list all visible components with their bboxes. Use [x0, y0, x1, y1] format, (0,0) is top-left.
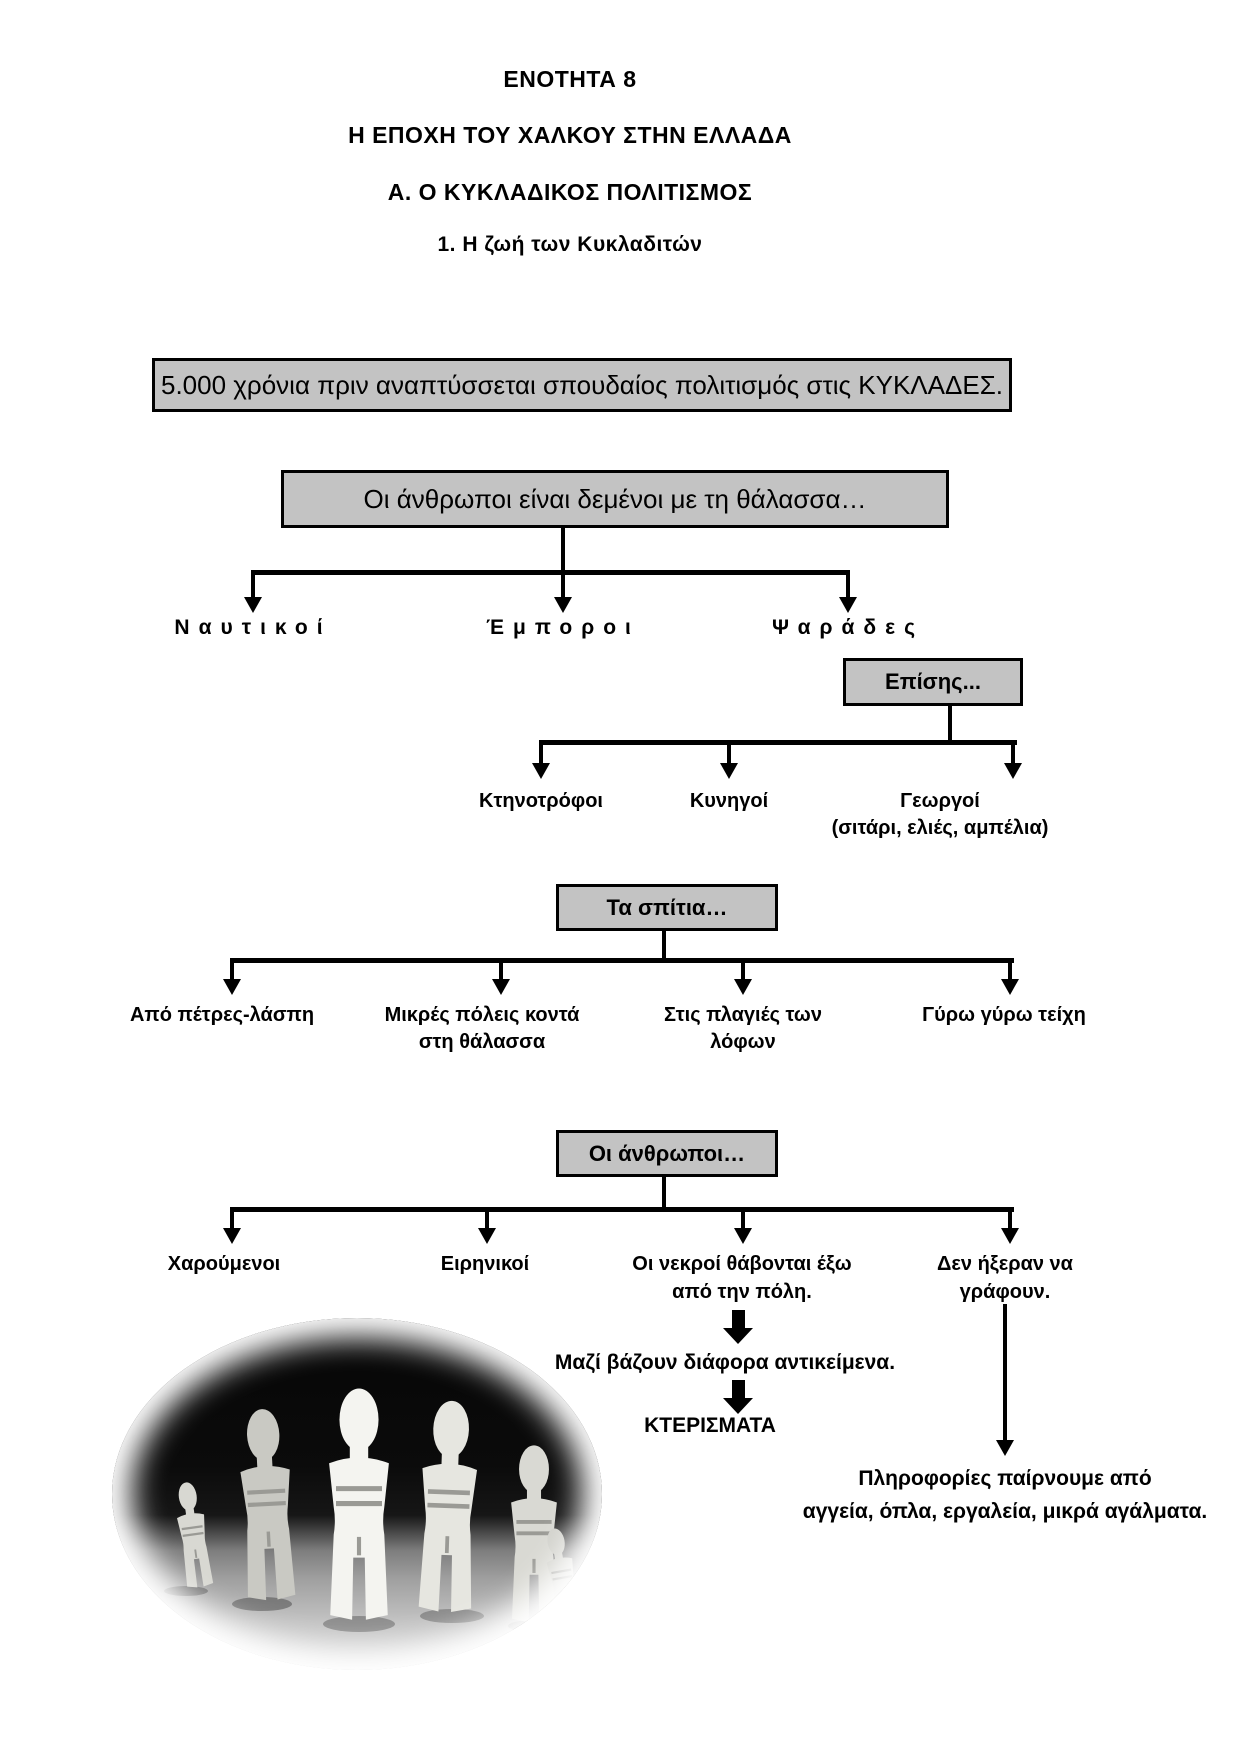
flow-line: [230, 963, 234, 979]
thick-down-arrow-icon: [723, 1380, 753, 1414]
cycladic-figurines-image: [112, 1318, 602, 1670]
kterismata-term: ΚΤΕΡΙΣΜΑΤΑ: [644, 1414, 776, 1437]
label-eirinikoi: Ειρηνικοί: [440, 1253, 530, 1275]
arrowhead-icon: [554, 597, 572, 613]
label-den-ixeran: Δεν ήξεραν να γράφουν.: [937, 1253, 1073, 1303]
houses-box: Τα σπίτια…: [556, 884, 778, 931]
writing-info-line1: Πληροφορίες παίρνουμε από: [858, 1467, 1152, 1490]
flow-line: [251, 570, 850, 575]
writing-info-line2: αγγεία, όπλα, εργαλεία, μικρά αγάλματα.: [802, 1500, 1208, 1523]
thick-arrow-head: [723, 1328, 753, 1344]
thick-arrow-shaft: [732, 1380, 745, 1398]
arrowhead-icon: [720, 763, 738, 779]
label-ktinotrofoi: Κτηνοτρόφοι: [479, 790, 603, 812]
label-georgoi-title: Γεωργοί: [900, 790, 980, 812]
burial-objects-note: Μαζί βάζουν διάφορα αντικείμενα.: [554, 1351, 896, 1374]
label-mikres-poleis: Μικρές πόλεις κοντά στη θάλασσα: [384, 1004, 580, 1053]
flow-line: [561, 575, 565, 597]
flow-line: [230, 1207, 1014, 1212]
flow-line: [741, 963, 745, 979]
arrowhead-icon: [492, 979, 510, 995]
arrowhead-icon: [996, 1440, 1014, 1456]
flow-line: [499, 963, 503, 979]
flow-line: [662, 1177, 666, 1211]
arrowhead-icon: [839, 597, 857, 613]
flow-line: [846, 575, 850, 597]
label-gyro-teixi: Γύρω γύρω τείχη: [922, 1004, 1086, 1026]
flow-line: [539, 740, 1017, 745]
arrowhead-icon: [1004, 763, 1022, 779]
arrowhead-icon: [1001, 1228, 1019, 1244]
flow-line: [539, 745, 543, 763]
label-nekroi: Οι νεκροί θάβονται έξω από την πόλη.: [632, 1253, 852, 1303]
flow-line: [1008, 1212, 1012, 1228]
arrowhead-icon: [532, 763, 550, 779]
farmers-note: (σιτάρι, ελιές, αμπέλια): [831, 817, 1049, 839]
sea-box: Οι άνθρωποι είναι δεμένοι με τη θάλασσα…: [281, 470, 949, 528]
flow-line: [251, 575, 255, 597]
arrowhead-icon: [244, 597, 262, 613]
header-title: Η ΕΠΟΧΗ ΤΟΥ ΧΑΛΚΟΥ ΣΤΗΝ ΕΛΛΑΔΑ: [348, 122, 792, 148]
writing-info-note: [770, 1462, 1240, 1528]
flow-line: [1011, 745, 1015, 763]
arrowhead-icon: [223, 979, 241, 995]
arrowhead-icon: [734, 979, 752, 995]
thick-arrow-head: [723, 1398, 753, 1414]
label-nautikoi: Ναυτικοί: [174, 616, 332, 639]
label-xaroumenoi: Χαρούμενοι: [167, 1253, 281, 1275]
flow-line: [561, 528, 565, 574]
header-section: Α. Ο ΚΥΚΛΑΔΙΚΟΣ ΠΟΛΙΤΙΣΜΟΣ: [387, 179, 753, 205]
people-box: Οι άνθρωποι…: [556, 1130, 778, 1177]
arrowhead-icon: [734, 1228, 752, 1244]
flow-line: [1008, 963, 1012, 979]
cycladic-figurines-photo: [112, 1318, 602, 1670]
thick-down-arrow-icon: [723, 1310, 753, 1344]
flow-line: [485, 1212, 489, 1228]
flow-line: [948, 706, 952, 744]
flow-line: [1003, 1304, 1007, 1440]
label-emporoi: Έμποροι: [486, 616, 640, 639]
flow-line: [230, 958, 1014, 963]
label-georgoi: [810, 788, 1070, 842]
also-box: Επίσης...: [843, 658, 1023, 706]
label-psarades: Ψαράδες: [771, 616, 925, 639]
thick-arrow-shaft: [732, 1310, 745, 1328]
arrowhead-icon: [478, 1228, 496, 1244]
arrowhead-icon: [1001, 979, 1019, 995]
intro-box: 5.000 χρόνια πριν αναπτύσσεται σπουδαίος πολιτισμός στις ΚΥΚΛΑΔΕΣ.: [152, 358, 1012, 412]
header-unit: ΕΝΟΤΗΤΑ 8: [503, 66, 637, 92]
header-subsection: 1. Η ζωή των Κυκλαδιτών: [437, 233, 703, 256]
label-plagies-lofon: Στις πλαγιές των λόφων: [664, 1004, 822, 1053]
label-kynigoi: Κυνηγοί: [689, 790, 769, 812]
flow-line: [741, 1212, 745, 1228]
arrowhead-icon: [223, 1228, 241, 1244]
flow-line: [230, 1212, 234, 1228]
label-petres-laspi: Από πέτρες-λάσπη: [129, 1004, 315, 1026]
flow-line: [727, 745, 731, 763]
